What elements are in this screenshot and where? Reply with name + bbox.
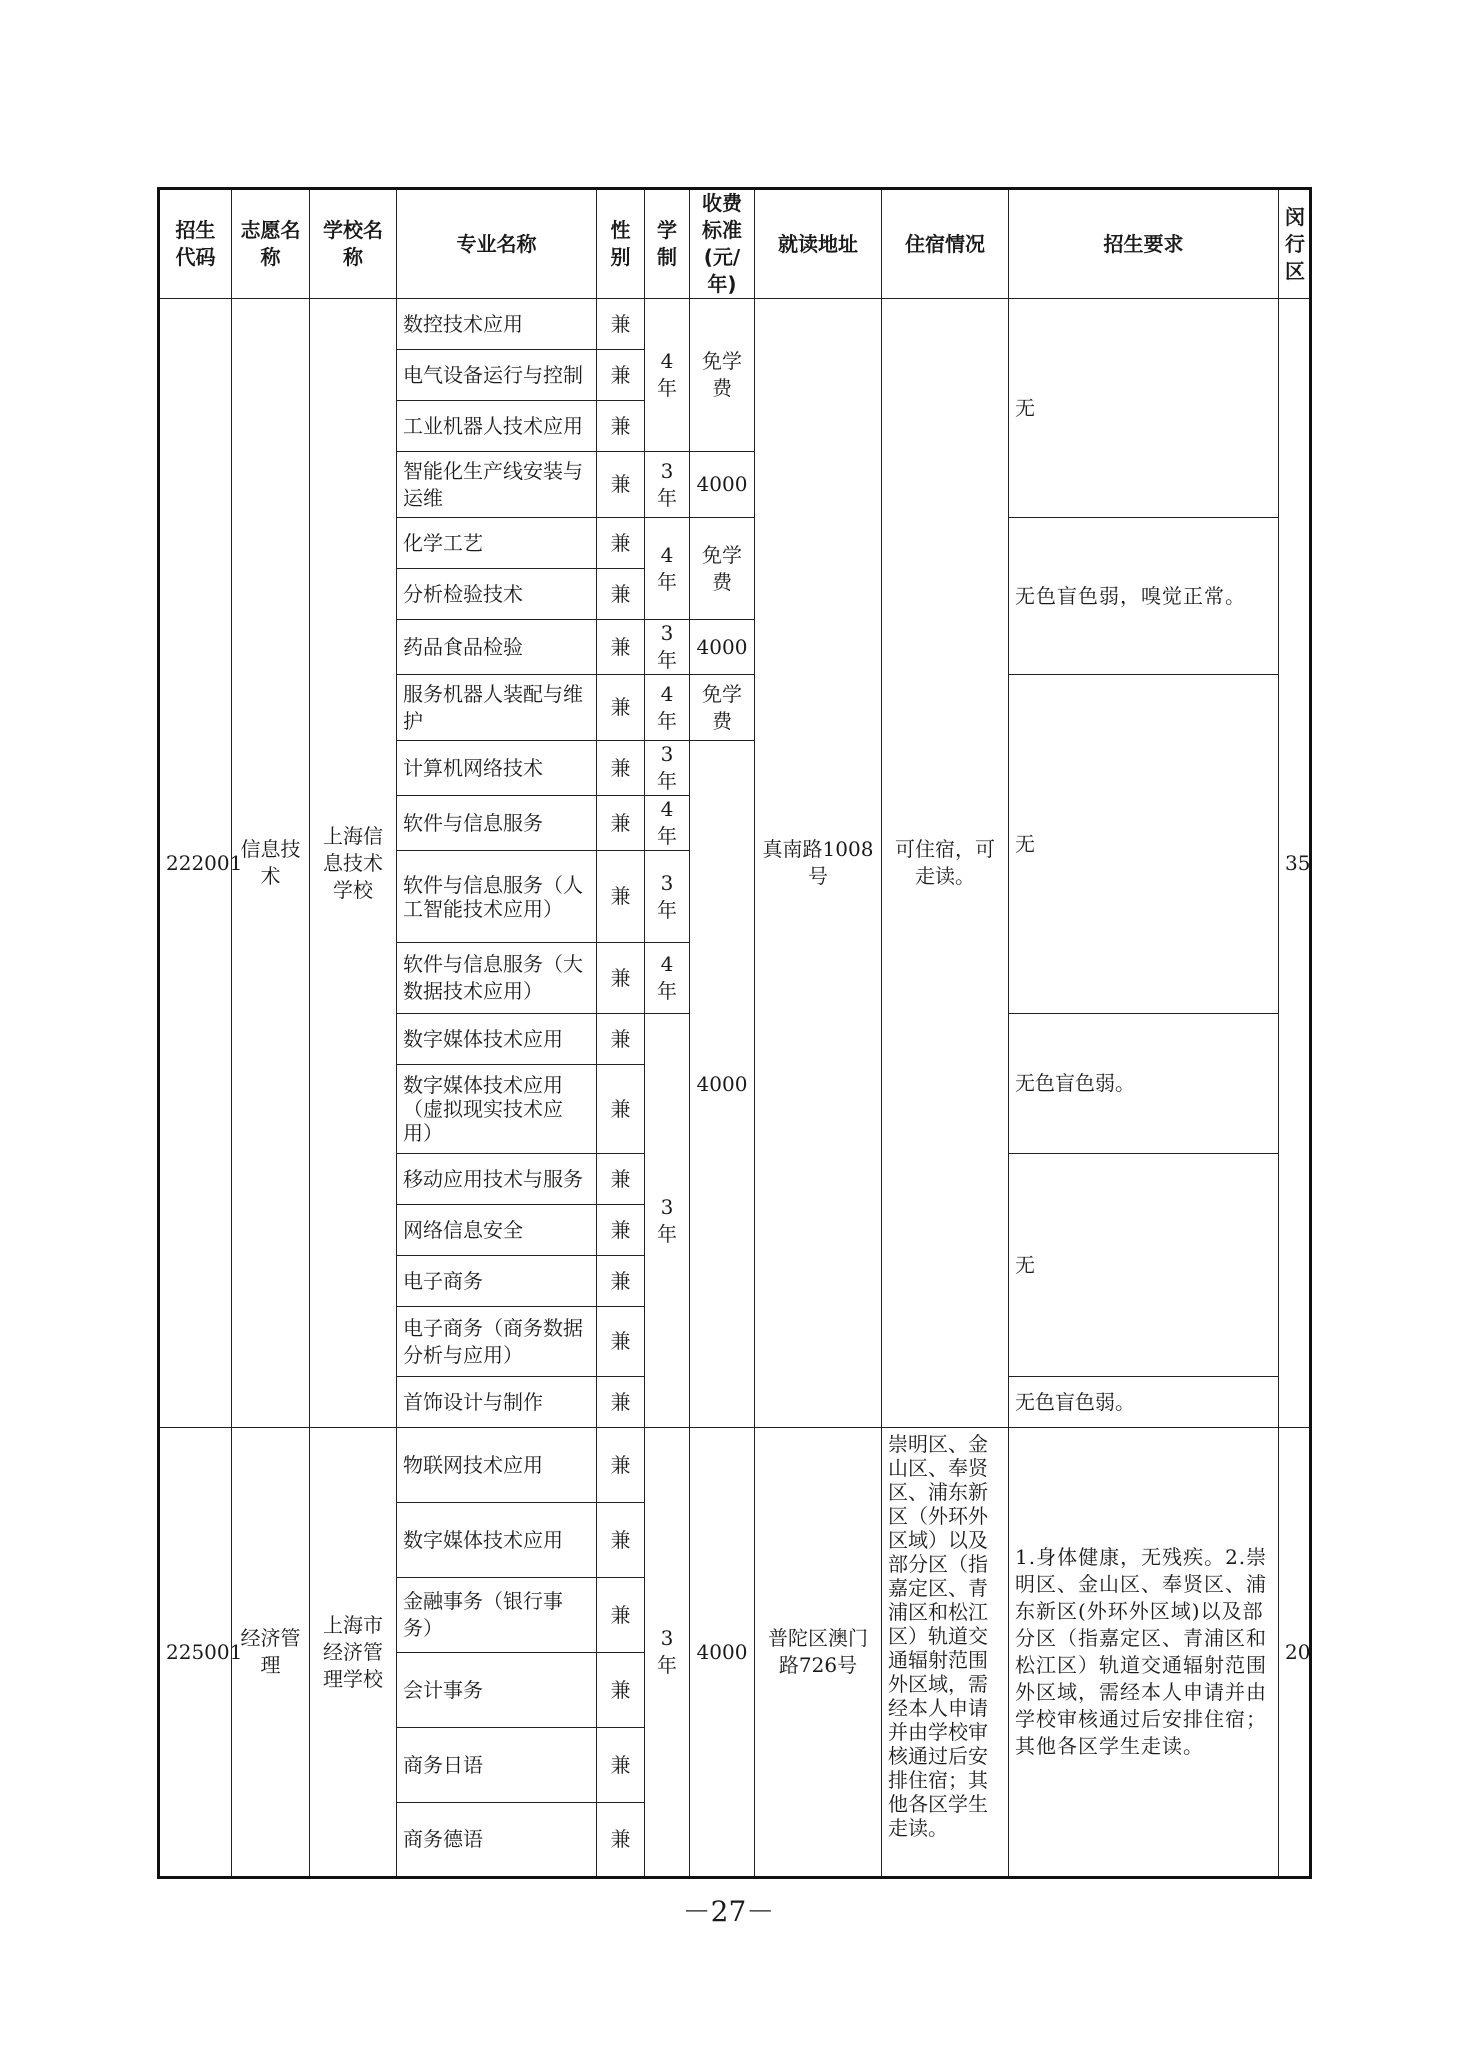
major-name: 商务德语 (397, 1803, 597, 1878)
fee-value: 4000 (690, 620, 755, 675)
requirement-text: 无色盲色弱。 (1009, 1377, 1279, 1428)
fee-value: 4000 (690, 1428, 755, 1878)
sex-value: 兼 (597, 1653, 645, 1728)
header-major: 专业名称 (397, 189, 597, 299)
fee-value: 免学费 (690, 518, 755, 620)
study-address: 真南路1008号 (755, 299, 882, 1428)
major-name: 会计事务 (397, 1653, 597, 1728)
fee-value: 免学费 (690, 299, 755, 452)
header-years: 学制 (645, 189, 690, 299)
requirement-text: 1.身体健康，无残疾。2.崇明区、金山区、奉贤区、浦东新区(外环外区域)以及部分区（指嘉定区、青浦区和松江区）轨道交通辐射范围外区域，需经本人申请并由学校审核通过后安排住宿；其他各区学生走读。 (1009, 1428, 1279, 1878)
sex-value: 兼 (597, 350, 645, 401)
sex-value: 兼 (597, 1205, 645, 1256)
years-value: 3年 (645, 1014, 690, 1428)
major-name: 软件与信息服务（大数据技术应用） (397, 943, 597, 1014)
header-row (159, 189, 1311, 299)
sex-value: 兼 (597, 401, 645, 452)
enroll-code: 222001 (159, 299, 232, 1428)
sex-value: 兼 (597, 452, 645, 518)
major-name: 药品食品检验 (397, 620, 597, 675)
major-name: 软件与信息服务（人工智能技术应用） (397, 851, 597, 943)
years-value: 4年 (645, 943, 690, 1014)
lodging-info: 可住宿，可走读。 (882, 299, 1009, 1428)
table-row (159, 299, 1311, 350)
fee-value: 4000 (690, 741, 755, 1428)
sex-value: 兼 (597, 1154, 645, 1205)
major-name: 网络信息安全 (397, 1205, 597, 1256)
years-value: 4年 (645, 796, 690, 851)
header-district: 闵行区 (1279, 189, 1311, 299)
lodging-info: 崇明区、金山区、奉贤区、浦东新区（外环外区域）以及部分区（指嘉定区、青浦区和松江区）轨道交通辐射范围外区域，需经本人申请并由学校审核通过后安排住宿；其他各区学生走读。 (882, 1428, 1009, 1878)
fee-value: 免学费 (690, 675, 755, 741)
requirement-text: 无 (1009, 1154, 1279, 1377)
fee-value: 4000 (690, 452, 755, 518)
major-name: 首饰设计与制作 (397, 1377, 597, 1428)
sex-value: 兼 (597, 1256, 645, 1307)
sex-value: 兼 (597, 620, 645, 675)
requirement-text: 无色盲色弱，嗅觉正常。 (1009, 518, 1279, 675)
major-name: 服务机器人装配与维护 (397, 675, 597, 741)
admission-table (157, 187, 1312, 1879)
sex-value: 兼 (597, 569, 645, 620)
requirement-text: 无色盲色弱。 (1009, 1014, 1279, 1154)
major-name: 智能化生产线安装与运维 (397, 452, 597, 518)
page-number: －27－ (682, 1895, 775, 1928)
years-value: 3年 (645, 620, 690, 675)
table-row (159, 1428, 1311, 1503)
major-name: 分析检验技术 (397, 569, 597, 620)
major-name: 电子商务（商务数据分析与应用） (397, 1307, 597, 1377)
major-name: 数字媒体技术应用（虚拟现实技术应用） (397, 1065, 597, 1154)
header-school: 学校名称 (310, 189, 397, 299)
study-address: 普陀区澳门路726号 (755, 1428, 882, 1878)
major-name: 金融事务（银行事务） (397, 1578, 597, 1653)
header-address: 就读地址 (755, 189, 882, 299)
major-name: 商务日语 (397, 1728, 597, 1803)
sex-value: 兼 (597, 1428, 645, 1503)
sex-value: 兼 (597, 1728, 645, 1803)
major-name: 工业机器人技术应用 (397, 401, 597, 452)
district-quota: 35 (1279, 299, 1311, 1428)
years-value: 3年 (645, 452, 690, 518)
major-name: 电气设备运行与控制 (397, 350, 597, 401)
years-value: 4年 (645, 518, 690, 620)
sex-value: 兼 (597, 741, 645, 796)
header-code: 招生代码 (159, 189, 232, 299)
years-value: 3年 (645, 741, 690, 796)
major-name: 数控技术应用 (397, 299, 597, 350)
header-fee: 收费标准(元/年) (690, 189, 755, 299)
sex-value: 兼 (597, 675, 645, 741)
sex-value: 兼 (597, 1307, 645, 1377)
major-name: 计算机网络技术 (397, 741, 597, 796)
major-name: 数字媒体技术应用 (397, 1503, 597, 1578)
sex-value: 兼 (597, 299, 645, 350)
header-requirements: 招生要求 (1009, 189, 1279, 299)
major-name: 电子商务 (397, 1256, 597, 1307)
sex-value: 兼 (597, 1377, 645, 1428)
major-name: 物联网技术应用 (397, 1428, 597, 1503)
school-name: 上海市经济管理学校 (310, 1428, 397, 1878)
sex-value: 兼 (597, 796, 645, 851)
major-name: 化学工艺 (397, 518, 597, 569)
header-sex: 性别 (597, 189, 645, 299)
sex-value: 兼 (597, 518, 645, 569)
years-value: 4年 (645, 675, 690, 741)
sex-value: 兼 (597, 1065, 645, 1154)
major-name: 数字媒体技术应用 (397, 1014, 597, 1065)
years-value: 4年 (645, 299, 690, 452)
sex-value: 兼 (597, 1014, 645, 1065)
years-value: 3年 (645, 851, 690, 943)
wish-name: 信息技术 (232, 299, 310, 1428)
sex-value: 兼 (597, 943, 645, 1014)
requirement-text: 无 (1009, 299, 1279, 518)
wish-name: 经济管理 (232, 1428, 310, 1878)
sex-value: 兼 (597, 851, 645, 943)
sex-value: 兼 (597, 1803, 645, 1878)
enroll-code: 225001 (159, 1428, 232, 1878)
major-name: 移动应用技术与服务 (397, 1154, 597, 1205)
requirement-text: 无 (1009, 675, 1279, 1014)
school-name: 上海信息技术学校 (310, 299, 397, 1428)
header-wish: 志愿名称 (232, 189, 310, 299)
sex-value: 兼 (597, 1503, 645, 1578)
years-value: 3年 (645, 1428, 690, 1878)
header-lodging: 住宿情况 (882, 189, 1009, 299)
major-name: 软件与信息服务 (397, 796, 597, 851)
sex-value: 兼 (597, 1578, 645, 1653)
district-quota: 20 (1279, 1428, 1311, 1878)
